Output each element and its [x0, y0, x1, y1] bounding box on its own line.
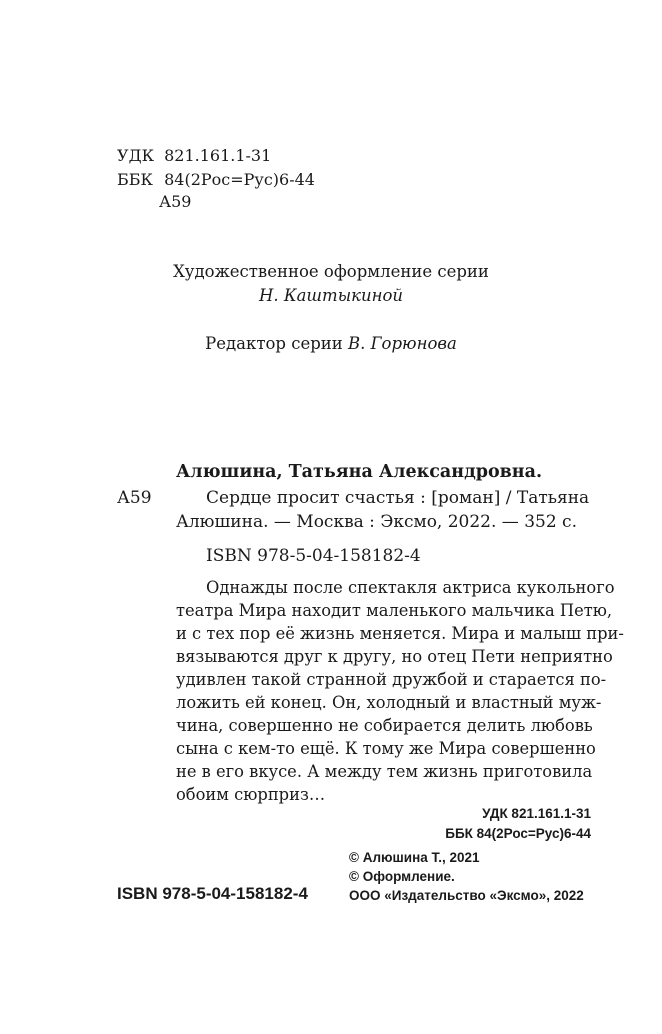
annotation-line-4: вязываются друг к другу, но отец Пети неприятно: [176, 647, 613, 666]
bbk-value: 84(2Рос=Рус)6-44: [164, 170, 315, 189]
annotation-line-9: не в его вкусе. А между тем жизнь приготовила: [176, 762, 593, 781]
bbk-top: [117, 170, 315, 189]
annotation-line-5: удивлен такой странной дружбой и старается по-: [176, 670, 607, 689]
udk-label: УДК: [117, 146, 154, 165]
editor-credit: [0, 334, 662, 353]
title-line-2: Алюшина. — Москва : Эксмо, 2022. — 352 с.: [176, 512, 577, 532]
author-mark: А59: [117, 488, 152, 508]
annotation-line-7: чина, совершенно не собирается делить любовь: [176, 716, 593, 735]
udk-footer: УДК 821.161.1-31: [482, 806, 591, 821]
annotation-line-8: сына с кем-то ещё. К тому же Мира совершенно: [176, 739, 596, 758]
udk-value: 821.161.1-31: [164, 146, 272, 165]
annotation-line-6: ложить ей конец. Он, холодный и властный муж-: [176, 693, 602, 712]
design-credit-line: Художественное оформление серии: [173, 262, 489, 281]
annotation-line-3: и с тех пор её жизнь меняется. Мира и малыш при-: [176, 624, 624, 643]
copyright-publisher: ООО «Издательство «Эксмо», 2022: [349, 888, 584, 903]
bbk-footer: ББК 84(2Рос=Рус)6-44: [445, 826, 591, 841]
annotation-line-1: Однажды после спектакля актриса кукольного: [206, 578, 615, 597]
design-credit-name: Н. Каштыкиной: [258, 286, 404, 305]
isbn-footer: ISBN 978-5-04-158182-4: [117, 884, 308, 903]
record-isbn: ISBN 978-5-04-158182-4: [206, 546, 421, 566]
copyright-design: © Оформление.: [349, 869, 455, 884]
annotation-line-2: театра Мира находит маленького мальчика Петю,: [176, 601, 613, 620]
author-heading: Алюшина, Татьяна Александровна.: [176, 462, 543, 482]
bbk-label: ББК: [117, 170, 153, 189]
editor-label: Редактор серии: [205, 334, 349, 353]
author-mark-top: А59: [159, 192, 192, 211]
copyright-author: © Алюшина Т., 2021: [349, 850, 480, 865]
udk-top: [117, 146, 271, 165]
title-line-1: Сердце просит счастья : [роман] / Татьяна: [206, 488, 590, 508]
editor-name: В. Горюнова: [348, 334, 457, 353]
annotation-line-10: обоим сюрприз…: [176, 785, 326, 804]
